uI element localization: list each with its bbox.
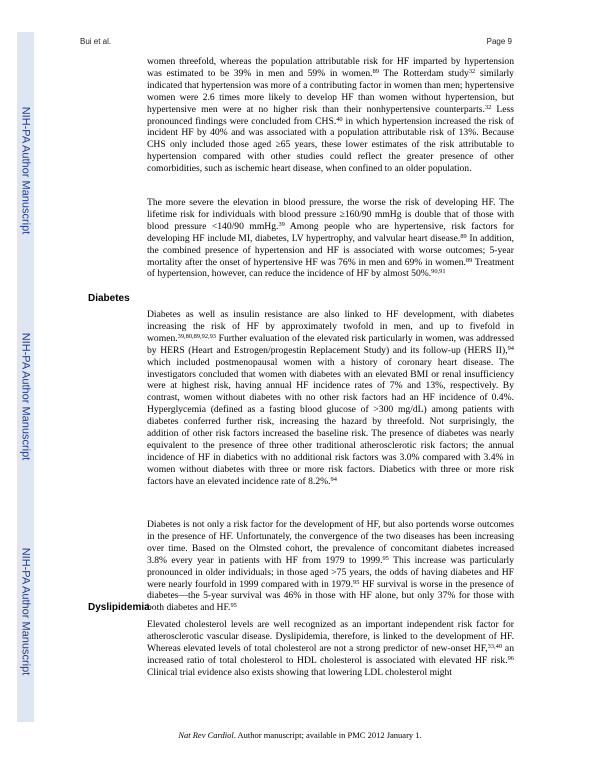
paragraph-dyslipidemia-1 <box>147 619 514 679</box>
text-run: Diabetes is not only a risk factor for the development of HF, but also portends worse outcomes in the presence of HF. Unfortunately, the convergence of the two diseases has been increasing over time. Based on the Olmsted cohort, the prevalence of concomitant diabetes increased 3.8% every year in patients with HF from 1979 to 1999. <box>147 519 514 566</box>
paragraph-hypertension-2 <box>147 197 514 280</box>
text-run: The Rotterdam study <box>378 67 469 79</box>
section-heading-diabetes: Diabetes <box>88 293 130 304</box>
citation-ref: 96 <box>507 654 514 662</box>
text-run: HF survival is worse in the presence of diabetes—the 5-year survival was 46% in those with HF alone, but only 37% for those with both diabetes and HF. <box>147 578 515 614</box>
text-run: similarly indicated that hypertension was more of a contributing factor in women than men; hypertensive women were 2.6 times more likely to develop HF than women without hypertension, but hypertensive men were at no higher risk than their nonhypertensive counterparts. <box>147 67 514 115</box>
citation-ref: 90,91 <box>431 268 446 276</box>
text-run: which included postmenopausal women with a history of coronary heart disease. The investigators concluded that women with diabetes with an elevated BMI or renal insufficiency were at highest risk, having annual HF incidence rates of 7% and 13%, respectively. By contrast, women without diabetes with no other risk factors had an HF incidence of 0.4%. Hyperglycemia (defined as a fasting blood glucose of >300 mg/dL) among patients with diabetes conferred further risk, increasing the hazard by threefold. Not surprisingly, the addition of other risk factors increased the baseline risk. The presence of diabetes was nearly equivalent to the presence of three other traditional atherosclerotic risk factors; the annual incidence of HF in diabetics with no additional risk factors was 3.0% compared with 3.4% in women without diabetes with three or more risk factors. Diabetics with three or more risk factors have an elevated incidence rate of 8.2%. <box>147 356 514 487</box>
text-run: Treatment of hypertension, however, can reduce the incidence of HF by almost 50%. <box>147 256 514 280</box>
paragraph-diabetes-2 <box>147 519 514 614</box>
running-header-page: Page 9 <box>486 37 512 46</box>
citation-ref: 32 <box>468 67 476 75</box>
page-footer <box>0 730 600 740</box>
citation-ref: 94 <box>507 344 514 352</box>
text-run: Further evaluation of the elevated risk particularly in women, was addressed by HERS (Heart and Estrogen/progestin Replacement Study) and its follow-up (HERS II), <box>147 332 514 356</box>
footer-journal: Nat Rev Cardiol <box>178 730 234 740</box>
text-run: In addition, the combined presence of hypertension and HF is associated with worse outcomes; 5-year mortality after the onset of hypertensive HF was 76% in men and 69% in women. <box>147 232 514 268</box>
paragraph-hypertension-1 <box>147 56 514 175</box>
citation-ref: 89 <box>372 67 379 75</box>
citation-ref: 95 <box>353 578 360 586</box>
text-run: women threefold, whereas the population attributable risk for HF imparted by hypertension was estimated to be 39% in men and 59% in women. <box>147 56 514 79</box>
paragraph-diabetes-1 <box>147 309 514 488</box>
citation-ref: 32 <box>484 103 492 111</box>
text-run: The more severe the elevation in blood pressure, the worse the risk of developing HF. The lifetime risk for individuals with blood pressure ≥160/90 mmHg is double that of those with blood pressure <140/90 mmHg. <box>147 197 514 232</box>
sidebar-label-2: NIH-PA Author Manuscript <box>19 332 32 461</box>
section-heading-dyslipidemia: Dyslipidemia <box>88 602 150 613</box>
text-run: Among people who are hypertensive, risk factors for developing HF include MI, diabetes, LV hypertrophy, and valvular heart disease. <box>147 220 514 244</box>
citation-ref: 33,40 <box>487 642 503 650</box>
text-run: in which hypertension increased the risk of incident HF by 40% and was associated with a population attributable risk of 13%. Because CHS only included those aged ≥65 years, these lower estimates of the risk attributable to hypertension compared with other studies could reflect the greater presence of other comorbidities, such as ischemic heart disease, when confined to an older population. <box>147 115 514 175</box>
citation-ref: 40 <box>336 115 343 123</box>
text-run: Diabetes as well as insulin resistance are also linked to HF development, with diabetes increasing the risk of HF by approximately twofold in men, and up to fivefold in women. <box>147 309 514 344</box>
text-run: Clinical trial evidence also exists showing that lowering LDL cholesterol might <box>147 666 452 678</box>
text-run: This increase was particularly pronounced in older individuals; in those aged >75 years, the odds of having diabetes and HF were nearly fourfold in 1999 compared with in 1979. <box>147 554 514 590</box>
running-header-author: Bui et al. <box>80 37 112 46</box>
citation-ref: 89 <box>465 256 473 264</box>
citation-ref: 95 <box>382 554 389 562</box>
citation-ref: 39 <box>278 220 285 228</box>
text-run: Less pronounced findings were concluded from CHS. <box>147 103 514 127</box>
citation-ref: 89 <box>460 232 467 240</box>
text-run: an increased ratio of total cholesterol to HDL cholesterol is associated with elevated HF risk. <box>147 642 514 666</box>
footer-availability: . Author manuscript; available in PMC 2012 January 1. <box>233 730 422 740</box>
citation-ref: 95 <box>230 602 237 610</box>
citation-ref: 94 <box>330 475 337 483</box>
manuscript-sidebar <box>17 32 34 722</box>
sidebar-label-3: NIH-PA Author Manuscript <box>19 547 32 676</box>
citation-ref: 39,80,89,92,93 <box>177 332 216 340</box>
text-run: Elevated cholesterol levels are well recognized as an important independent risk factor for atherosclerotic vascular disease. Dyslipidemia, therefore, is linked to the development of HF. Whereas elevated levels of total cholesterol are not a strong predictor of new-onset HF, <box>147 619 514 654</box>
sidebar-label-1: NIH-PA Author Manuscript <box>19 106 32 235</box>
